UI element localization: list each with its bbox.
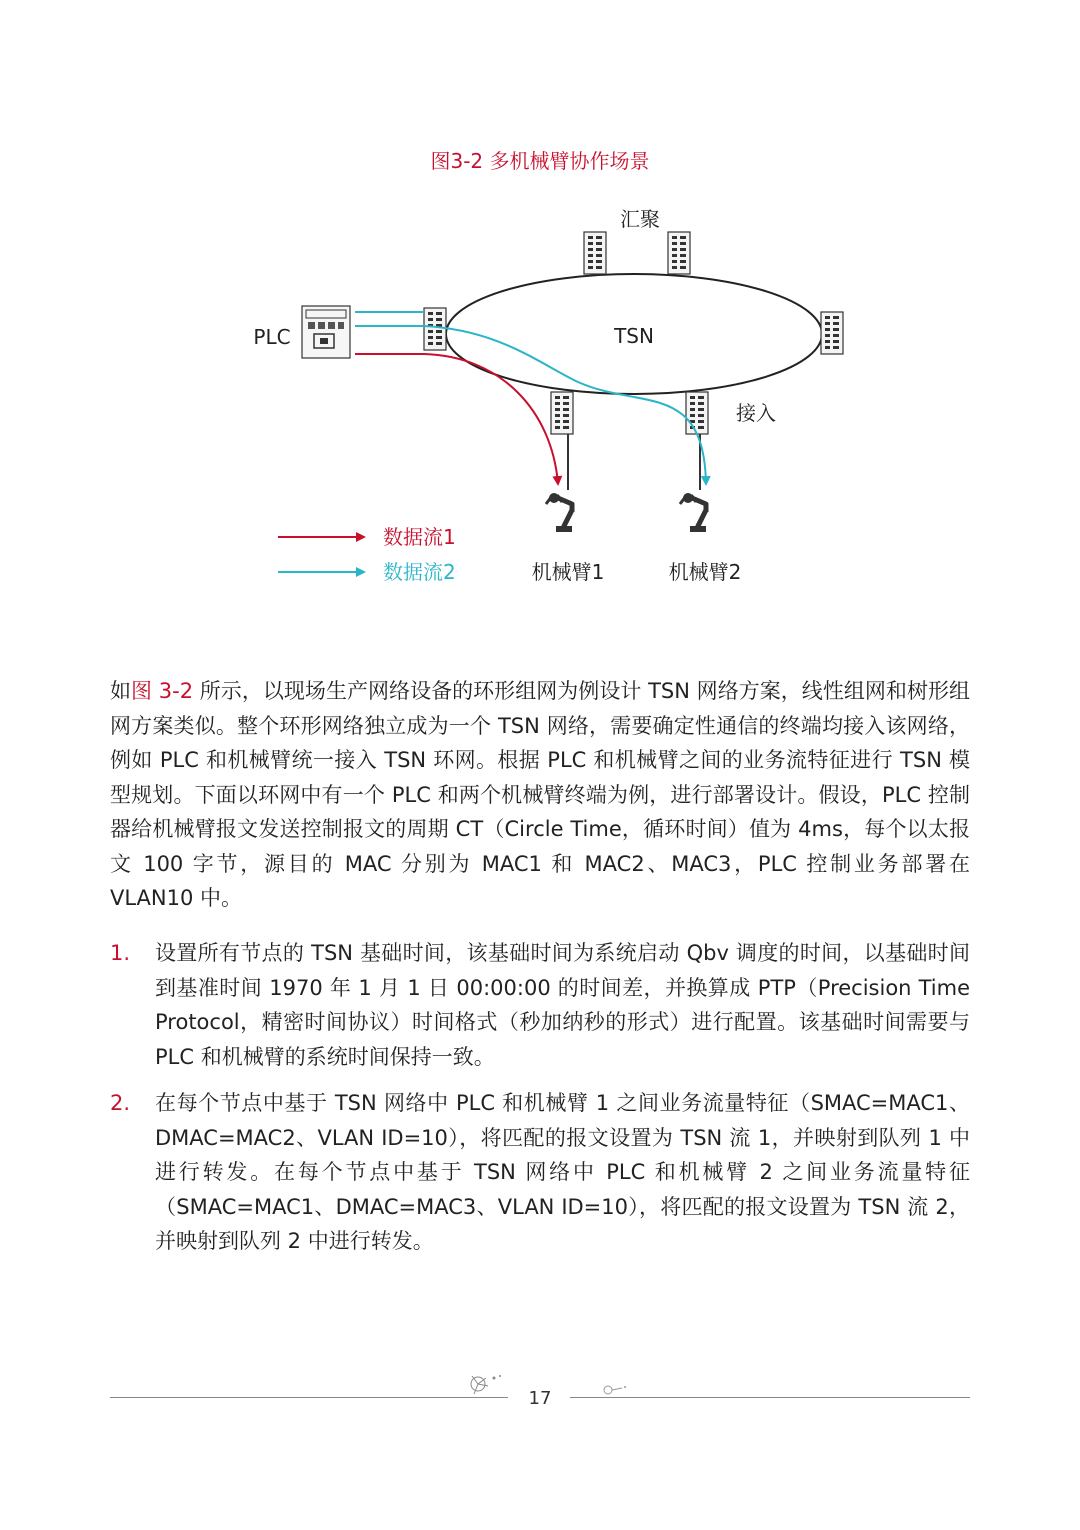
list-item xyxy=(110,1086,970,1259)
access-switch-arm1 xyxy=(551,392,573,434)
figure-caption: 图3-2 多机械臂协作场景 xyxy=(430,149,650,173)
body-paragraph xyxy=(110,674,970,916)
robot-arm-1-icon xyxy=(546,493,572,532)
access-switch-plc xyxy=(424,308,446,350)
plc-icon xyxy=(302,306,350,358)
legend-flow-1-label: 数据流1 xyxy=(383,525,456,549)
aggregation-label: 汇聚 xyxy=(620,207,660,231)
para-text: 所示，以现场生产网络设备的环形组网为例设计 TSN 网络方案，线性组网和树形组网方案类似。整个环形网络独立成为一个 TSN 网络，需要确定性通信的终端均接入该网络，例如 PLC 和机械臂统一接入 TSN 环网。根据 PLC 和机械臂之间的业务流特征进行 TSN 模型规划。下面以环网中有一个 PLC 和两个机械臂终端为例，进行部署设计。假设，PLC 控制器给机械臂报文发送控制报文的周期 CT（Circle Time，循环时间）值为 4ms，每个以太报文 100 字节，源目的 MAC 分别为 MAC1 和 MAC2、MAC3，PLC 控制业务部署在 VLAN10 中。 xyxy=(110,679,971,910)
ring-label: TSN xyxy=(614,324,654,348)
aggregation-switch-2 xyxy=(668,232,690,274)
access-switch-arm2 xyxy=(686,392,708,434)
step-number: 2. xyxy=(110,1091,131,1115)
step-number: 1. xyxy=(110,941,131,965)
ring-switch-right xyxy=(821,312,843,354)
list-item xyxy=(110,936,970,1074)
flow-1-path xyxy=(355,354,558,484)
arm2-label: 机械臂2 xyxy=(668,560,742,584)
aggregation-switch-1 xyxy=(584,232,606,274)
page-number: 17 xyxy=(528,1388,552,1409)
legend-flow-2-label: 数据流2 xyxy=(383,560,456,584)
tsn-ring-diagram xyxy=(0,0,1080,620)
arm1-label: 机械臂1 xyxy=(531,560,605,584)
para-prefix: 如 xyxy=(110,679,132,703)
steps-list xyxy=(110,936,970,1271)
flow-2-path xyxy=(355,326,706,484)
figure-reference-link[interactable]: 图 3-2 xyxy=(131,679,194,703)
step-text: 设置所有节点的 TSN 基础时间，该基础时间为系统启动 Qbv 调度的时间，以基础时间到基准时间 1970 年 1 月 1 日 00:00:00 的时间差，并换算成 PTP（Precision Time Protocol，精密时间协议）时间格式（秒加纳秒的形式）进行配置。该基础时间需要与 PLC 和机械臂的系统时间保持一致。 xyxy=(155,941,970,1069)
robot-arm-2-icon xyxy=(680,493,706,532)
step-text: 在每个节点中基于 TSN 网络中 PLC 和机械臂 1 之间业务流量特征（SMAC=MAC1、DMAC=MAC2、VLAN ID=10），将匹配的报文设置为 TSN 流 1，并映射到队列 1 中进行转发。在每个节点中基于 TSN 网络中 PLC 和机械臂 2 之间业务流量特征（SMAC=MAC1、DMAC=MAC3、VLAN ID=10），将匹配的报文设置为 TSN 流 2，并映射到队列 2 中进行转发。 xyxy=(155,1091,971,1253)
access-label: 接入 xyxy=(736,401,776,425)
plc-label: PLC xyxy=(253,325,291,349)
